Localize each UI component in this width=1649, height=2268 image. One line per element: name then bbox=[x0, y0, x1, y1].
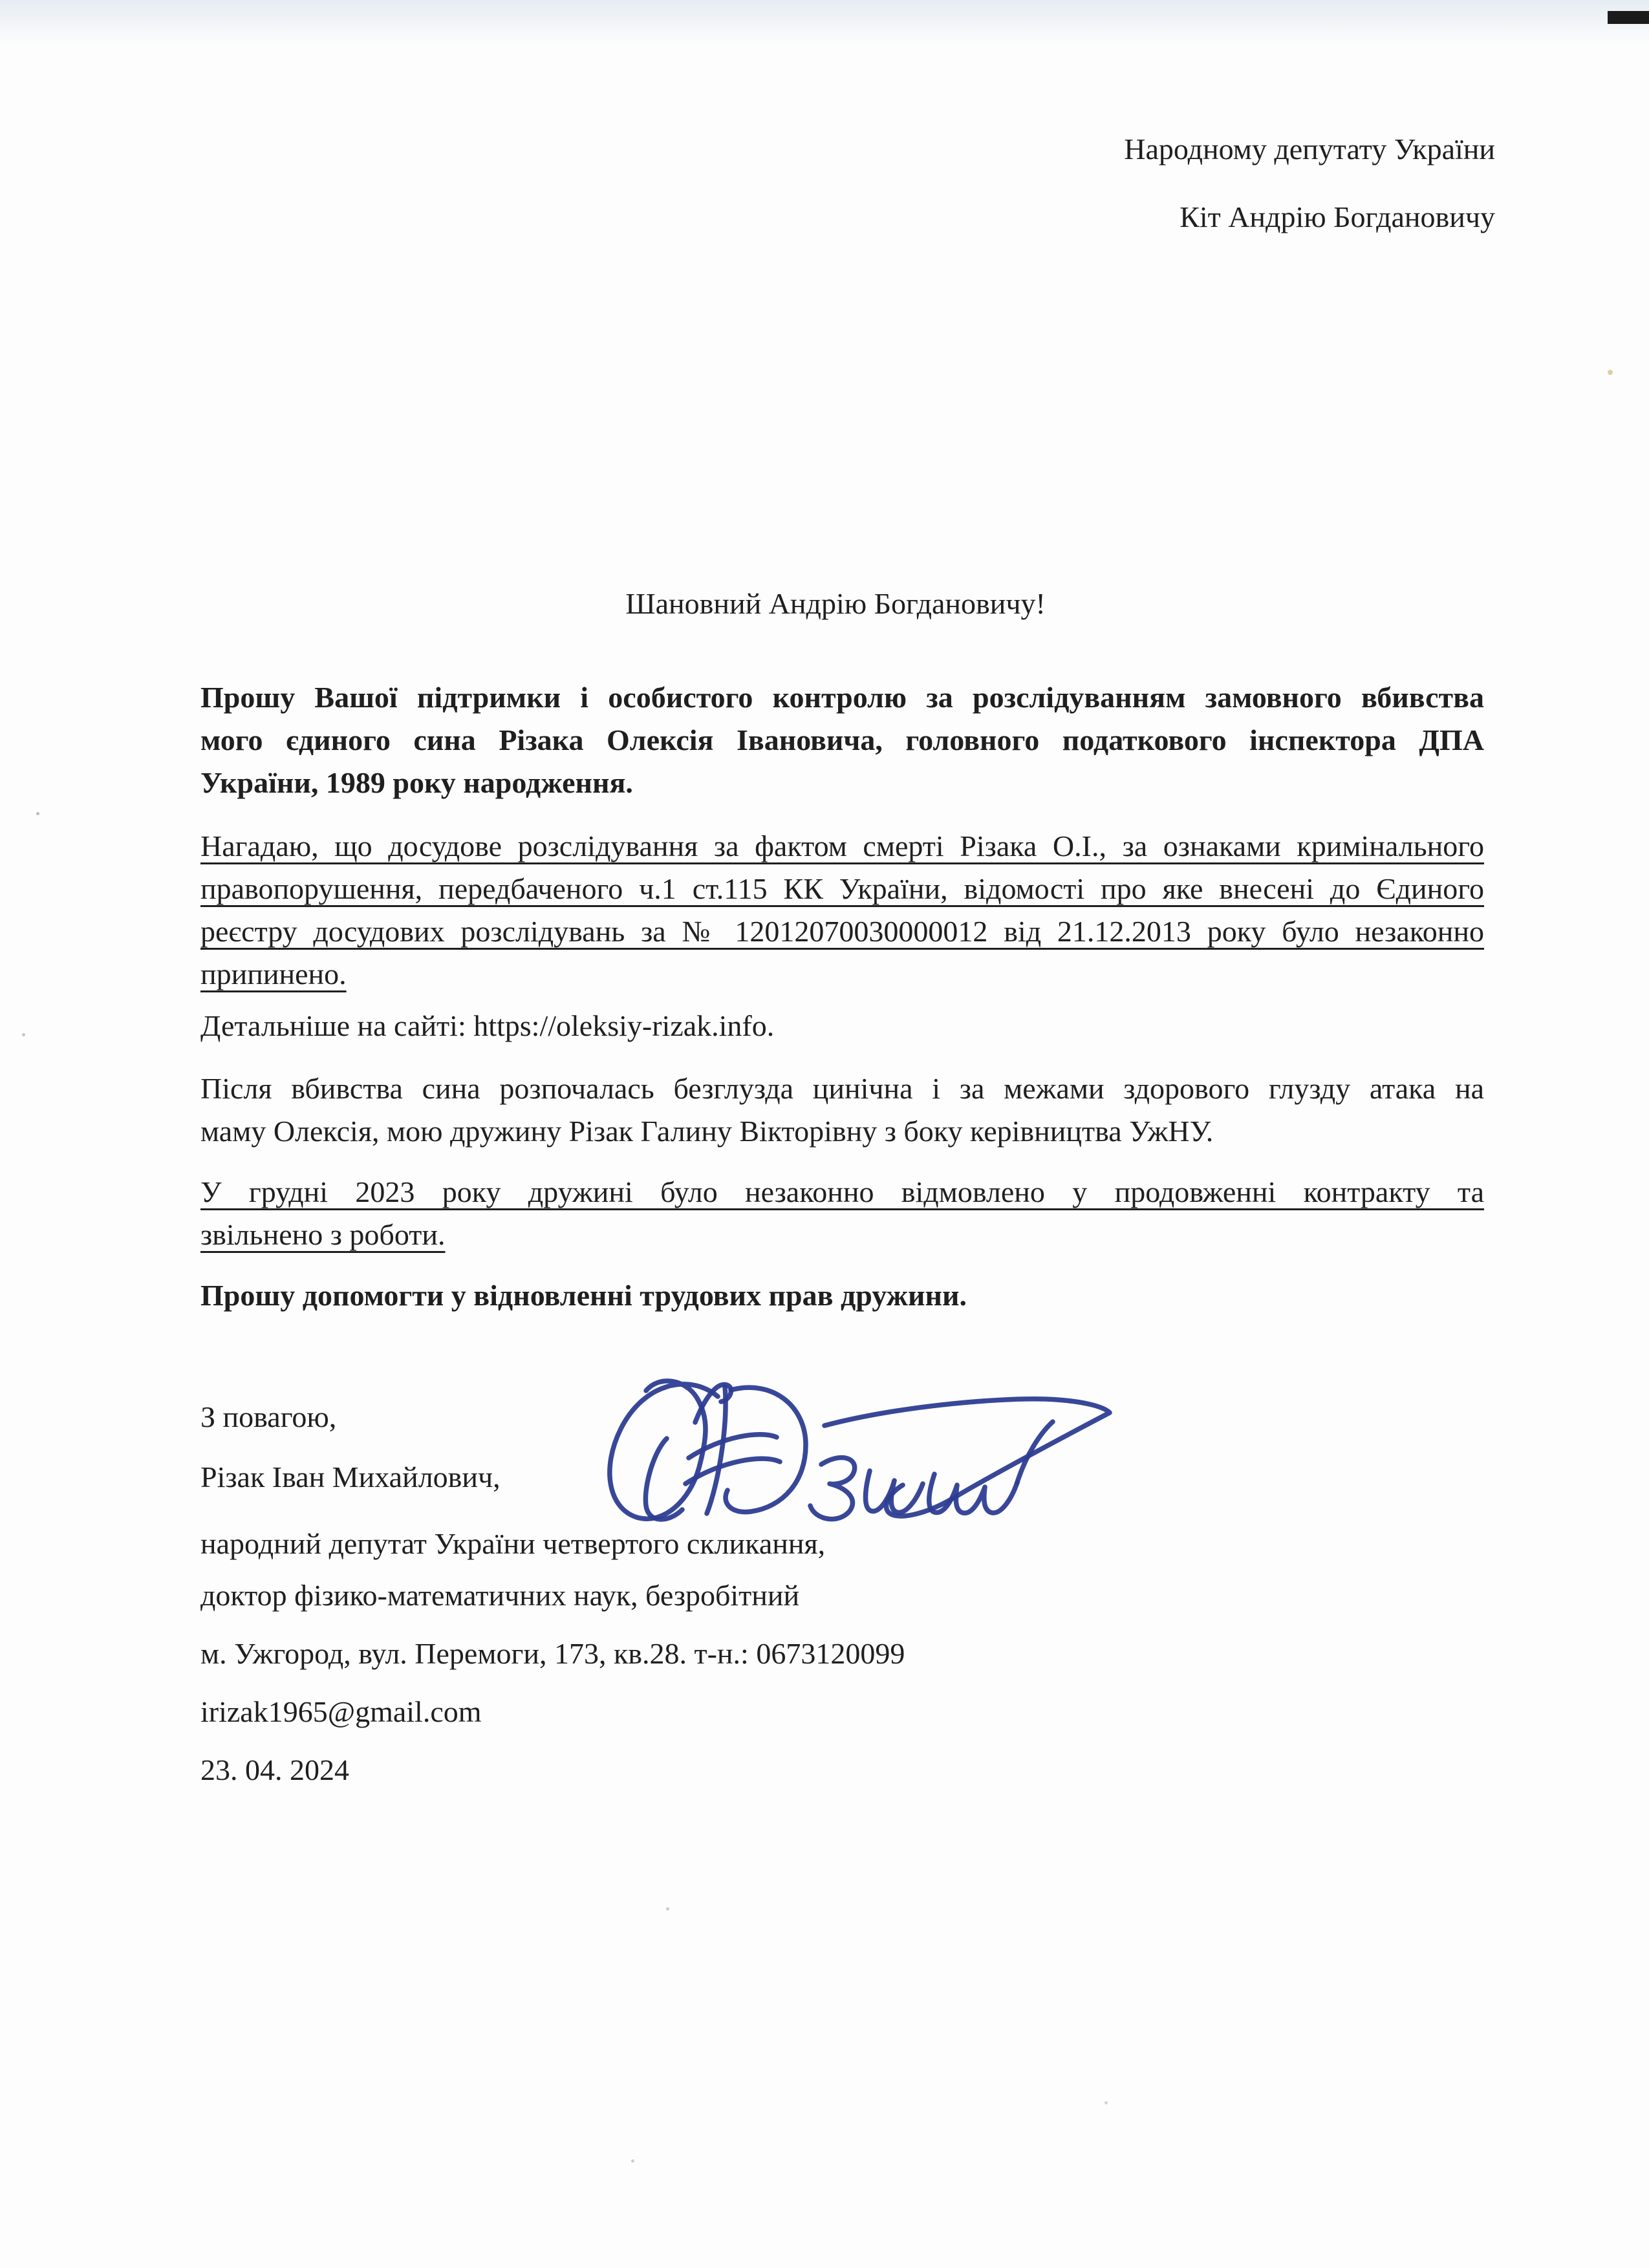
paragraph-line: Нагадаю, що досудове розслідування за фактом смерті Різака О.І., за ознаками кримінального bbox=[200, 829, 1484, 862]
scan-speck bbox=[1105, 2101, 1108, 2104]
website-text: Детальніше на сайті: https://oleksiy-rizak.info. bbox=[200, 1009, 775, 1042]
paragraph-request-investigation bbox=[200, 676, 1484, 804]
sender-title-deputy: народний депутат України четвертого скликання, bbox=[200, 1527, 826, 1560]
scan-artifact-mark bbox=[1608, 11, 1649, 24]
scan-speck bbox=[666, 1907, 669, 1910]
sender-title-doctor: доктор фізико-математичних наук, безробітний bbox=[200, 1579, 800, 1612]
paragraph-line: Прошу Вашої підтримки і особистого контролю за розслідуванням замовного вбивства bbox=[200, 681, 1484, 714]
closing-phrase: З повагою, bbox=[200, 1400, 337, 1433]
handwritten-signature bbox=[592, 1361, 1128, 1535]
sender-email: irizak1965@gmail.com bbox=[200, 1695, 482, 1728]
recipient-block bbox=[1124, 131, 1495, 267]
paragraph-line: Після вбивства сина розпочалась безглузда цинічна і за межами здорового глузду атака на bbox=[200, 1072, 1484, 1105]
paragraph-case-details bbox=[200, 825, 1484, 996]
sender-name: Різак Іван Михайлович, bbox=[200, 1460, 501, 1493]
scan-speck bbox=[631, 2159, 634, 2163]
scan-speck bbox=[22, 1033, 25, 1036]
paragraph-line: У грудні 2023 року дружині було незаконно відмовлено у продовженні контракту та bbox=[200, 1175, 1484, 1208]
paragraph-line: маму Олексія, мою дружину Різак Галину Вікторівну з боку керівництва УжНУ. bbox=[200, 1115, 1214, 1148]
paragraph-request-help bbox=[200, 1274, 1484, 1317]
scan-speck bbox=[1608, 370, 1613, 375]
letter-date: 23. 04. 2024 bbox=[200, 1753, 349, 1786]
paragraph-line: правопорушення, передбаченого ч.1 ст.115 КК України, відомості про яке внесені до Єдиного bbox=[200, 872, 1484, 905]
recipient-line-1: Народному депутату України bbox=[1124, 133, 1495, 166]
recipient-line-2: Кіт Андрію Богдановичу bbox=[1180, 200, 1495, 233]
scan-speck bbox=[36, 812, 39, 815]
paragraph-line: мого єдиного сина Різака Олексія Івановича, головного податкового інспектора ДПА bbox=[200, 723, 1484, 756]
paragraph-website bbox=[200, 1005, 1484, 1047]
paragraph-line: звільнено з роботи. bbox=[200, 1218, 446, 1251]
paragraph-line: припинено. bbox=[200, 957, 347, 990]
sender-address-phone: м. Ужгород, вул. Перемоги, 173, кв.28. т-н.: 0673120099 bbox=[200, 1637, 905, 1670]
paragraph-line: України, 1989 року народження. bbox=[200, 766, 633, 799]
paragraph-attack-on-wife bbox=[200, 1067, 1484, 1153]
paragraph-contract-termination bbox=[200, 1171, 1484, 1256]
salutation: Шановний Андрію Богдановичу! bbox=[625, 587, 1046, 620]
paragraph-line: Прошу допомогти у відновленні трудових прав дружини. bbox=[200, 1279, 967, 1312]
scan-edge-shading bbox=[0, 0, 1649, 45]
paragraph-line: реєстру досудових розслідувань за № 12012070030000012 від 21.12.2013 року було незаконно bbox=[200, 915, 1484, 948]
